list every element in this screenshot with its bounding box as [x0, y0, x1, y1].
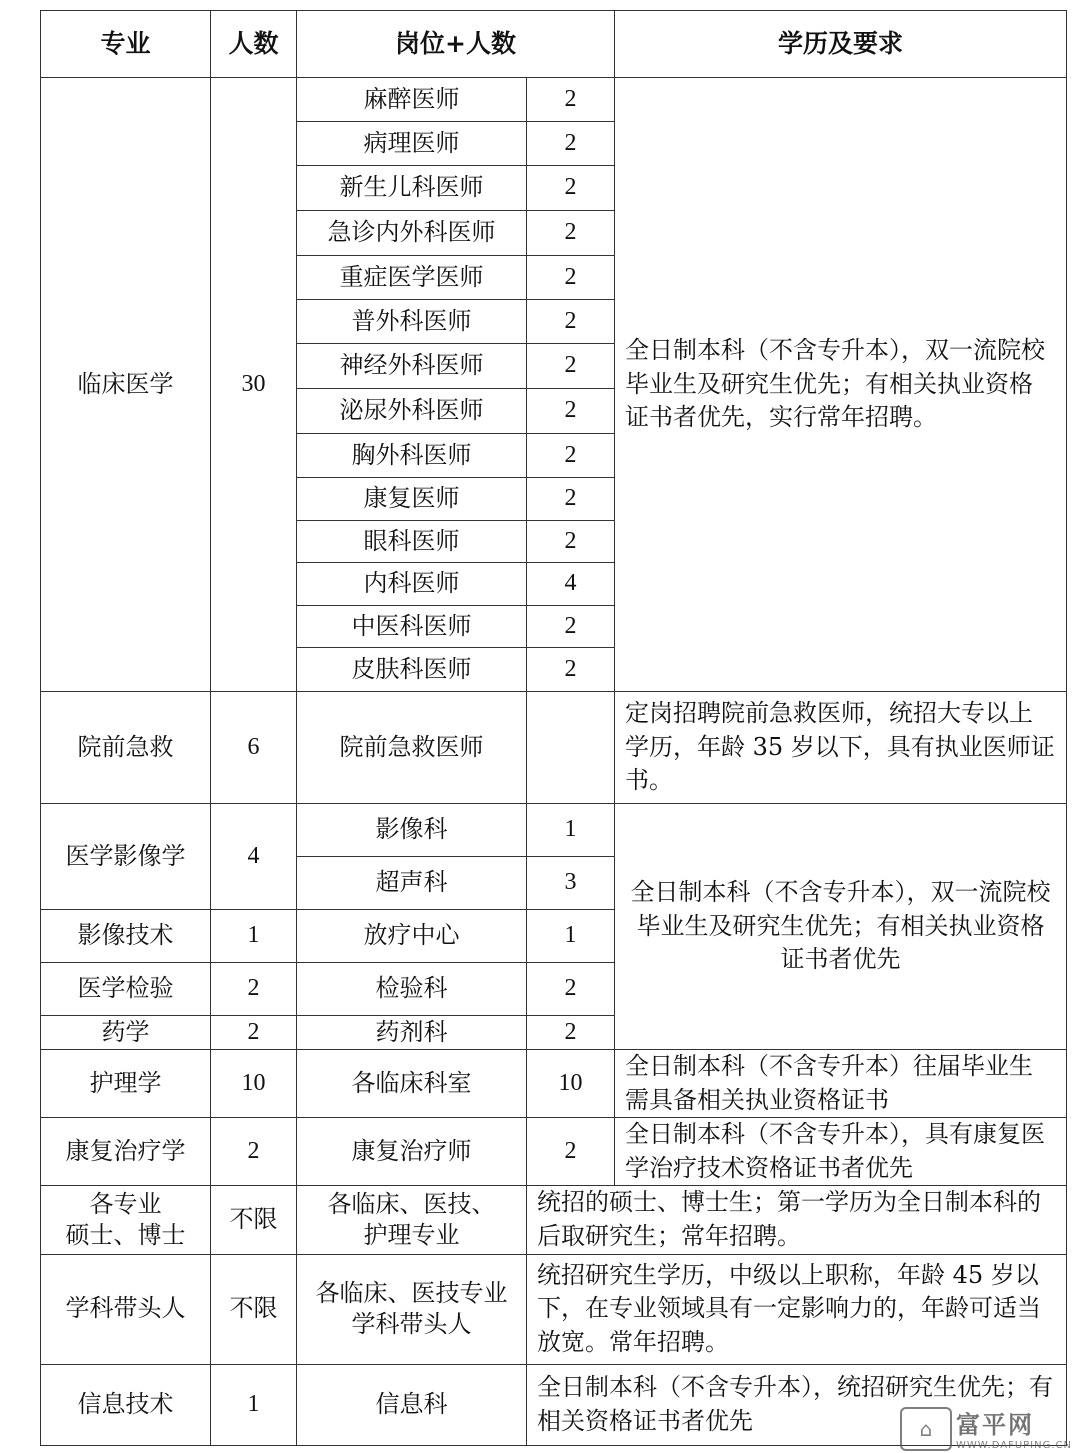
postgrad-major-line-1: 各专业 [89, 1189, 162, 1218]
lab-position-count: 2 [527, 963, 615, 1016]
rehab-position: 康复治疗师 [297, 1118, 527, 1186]
table-row [41, 804, 1067, 857]
clinical-position-name: 胸外科医师 [297, 434, 527, 478]
nursing-requirement: 全日制本科（不含专升本）往届毕业生需具备相关执业资格证书 [615, 1050, 1067, 1118]
pharmacy-position-count: 2 [527, 1016, 615, 1050]
imaging-major: 医学影像学 [41, 804, 211, 910]
clinical-position-count: 2 [527, 344, 615, 389]
table-row [41, 692, 1067, 804]
emergency-requirement: 定岗招聘院前急救医师，统招大专以上学历，年龄 35 岁以下，具有执业医师证书。 [615, 692, 1067, 804]
nursing-major: 护理学 [41, 1050, 211, 1118]
clinical-position-count: 2 [527, 389, 615, 434]
leader-count: 不限 [211, 1254, 297, 1364]
postgrad-requirement: 统招的硕士、博士生；第一学历为全日制本科的后取研究生；常年招聘。 [527, 1186, 1067, 1254]
clinical-position-count: 2 [527, 606, 615, 648]
emergency-count: 6 [211, 692, 297, 804]
table-row [41, 1186, 1067, 1254]
clinical-position-name: 中医科医师 [297, 606, 527, 648]
table-row [41, 1118, 1067, 1186]
clinical-requirement: 全日制本科（不含专升本），双一流院校毕业生及研究生优先；有相关执业资格证书者优先，实行常年招聘。 [615, 78, 1067, 692]
clinical-position-name: 眼科医师 [297, 521, 527, 563]
rehab-major: 康复治疗学 [41, 1118, 211, 1186]
clinical-position-name: 普外科医师 [297, 300, 527, 344]
header-row [41, 11, 1067, 78]
table-row [41, 78, 1067, 122]
leader-position [297, 1254, 527, 1364]
clinical-position-count: 4 [527, 563, 615, 606]
lab-position: 检验科 [297, 963, 527, 1016]
clinical-position-count: 2 [527, 648, 615, 692]
emergency-major: 院前急救 [41, 692, 211, 804]
pharmacy-count: 2 [211, 1016, 297, 1050]
clinical-position-count: 2 [527, 211, 615, 256]
imaging-position-count: 3 [527, 857, 615, 910]
watermark-name: 富平网 [956, 1411, 1035, 1439]
it-count: 1 [211, 1364, 297, 1445]
clinical-position-count: 2 [527, 478, 615, 521]
nursing-position-count: 10 [527, 1050, 615, 1118]
postgrad-position [297, 1186, 527, 1254]
table-row [41, 1254, 1067, 1364]
leader-position-line-1: 各临床、医技专业 [315, 1278, 508, 1307]
clinical-position-count: 2 [527, 78, 615, 122]
postgrad-position-line-1: 各临床、医技、 [327, 1189, 496, 1218]
clinical-position-name: 康复医师 [297, 478, 527, 521]
lab-count: 2 [211, 963, 297, 1016]
it-position: 信息科 [297, 1364, 527, 1445]
clinical-position-count: 2 [527, 521, 615, 563]
rehab-requirement: 全日制本科（不含专升本），具有康复医学治疗技术资格证书者优先 [615, 1118, 1067, 1186]
table-row [41, 1050, 1067, 1118]
clinical-position-count: 2 [527, 434, 615, 478]
imaging-group-requirement: 全日制本科（不含专升本），双一流院校毕业生及研究生优先；有相关执业资格证书者优先 [615, 804, 1067, 1050]
clinical-count: 30 [211, 78, 297, 692]
rehab-position-count: 2 [527, 1118, 615, 1186]
pharmacy-position: 药剂科 [297, 1016, 527, 1050]
clinical-position-name: 泌尿外科医师 [297, 389, 527, 434]
header-major: 专业 [41, 11, 211, 78]
tech-count: 1 [211, 910, 297, 963]
tech-position: 放疗中心 [297, 910, 527, 963]
clinical-position-count: 2 [527, 256, 615, 300]
clinical-position-name: 新生儿科医师 [297, 166, 527, 211]
building-icon: ⌂ [900, 1407, 952, 1451]
leader-position-line-2: 学科带头人 [351, 1310, 472, 1339]
clinical-position-count: 2 [527, 300, 615, 344]
tech-position-count: 1 [527, 910, 615, 963]
clinical-position-name: 神经外科医师 [297, 344, 527, 389]
nursing-position: 各临床科室 [297, 1050, 527, 1118]
clinical-position-name: 皮肤科医师 [297, 648, 527, 692]
imaging-position-count: 1 [527, 804, 615, 857]
imaging-position-name: 超声科 [297, 857, 527, 910]
emergency-position: 院前急救医师 [297, 692, 527, 804]
tech-major: 影像技术 [41, 910, 211, 963]
clinical-position-name: 麻醉医师 [297, 78, 527, 122]
header-count: 人数 [211, 11, 297, 78]
clinical-position-name: 内科医师 [297, 563, 527, 606]
clinical-position-count: 2 [527, 166, 615, 211]
site-watermark [900, 1405, 1072, 1451]
leader-major: 学科带头人 [41, 1254, 211, 1364]
clinical-major: 临床医学 [41, 78, 211, 692]
postgrad-count: 不限 [211, 1186, 297, 1254]
clinical-position-name: 重症医学医师 [297, 256, 527, 300]
clinical-position-count: 2 [527, 122, 615, 166]
clinical-position-name: 急诊内外科医师 [297, 211, 527, 256]
postgrad-major [41, 1186, 211, 1254]
nursing-count: 10 [211, 1050, 297, 1118]
it-major: 信息技术 [41, 1364, 211, 1445]
watermark-url: WWW.DAFUPING.CN [956, 1440, 1072, 1451]
pharmacy-major: 药学 [41, 1016, 211, 1050]
postgrad-major-line-2: 硕士、博士 [65, 1220, 186, 1249]
rehab-count: 2 [211, 1118, 297, 1186]
clinical-position-name: 病理医师 [297, 122, 527, 166]
it-requirement: 全日制本科（不含专升本），统招研究生优先；有相关资格证书者优先 [527, 1364, 1067, 1445]
leader-requirement: 统招研究生学历，中级以上职称，年龄 45 岁以下，在专业领域具有一定影响力的，年龄可适当放宽。常年招聘。 [527, 1254, 1067, 1364]
imaging-count: 4 [211, 804, 297, 910]
lab-major: 医学检验 [41, 963, 211, 1016]
emergency-position-count [527, 692, 615, 804]
header-position: 岗位+人数 [297, 11, 615, 78]
header-requirement: 学历及要求 [615, 11, 1067, 78]
imaging-position-name: 影像科 [297, 804, 527, 857]
recruitment-table [40, 10, 1067, 1446]
postgrad-position-line-2: 护理专业 [363, 1220, 460, 1249]
